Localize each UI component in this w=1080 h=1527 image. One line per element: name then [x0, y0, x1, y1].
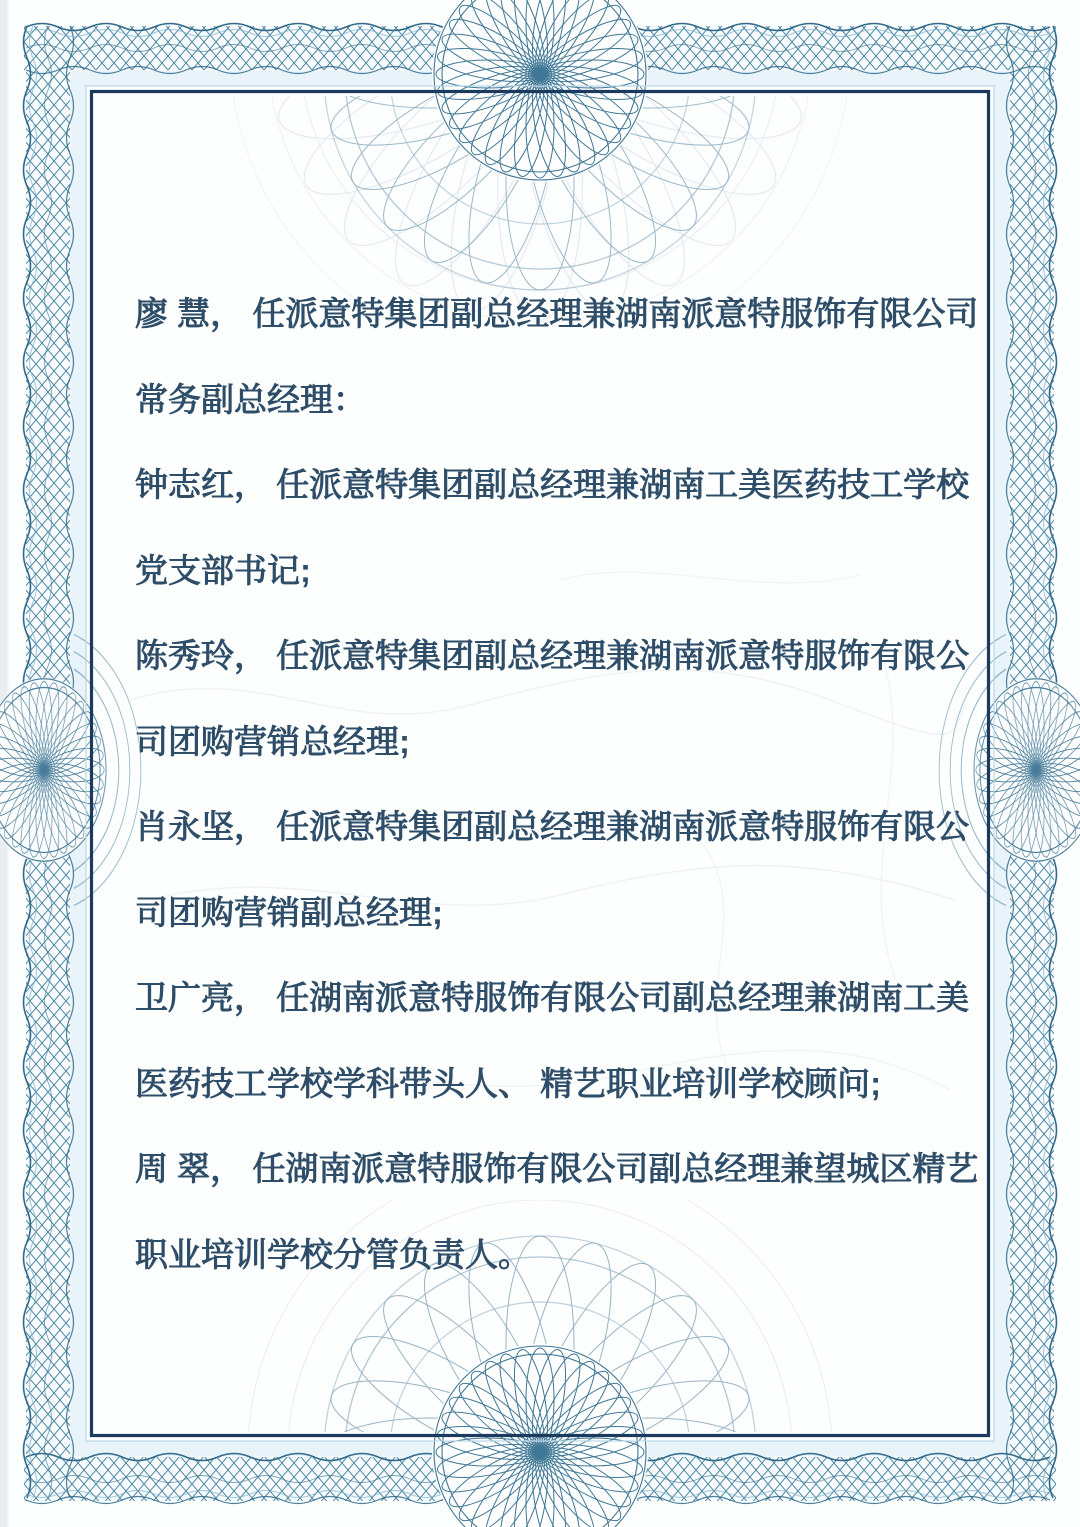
text-line-chenxiuling-2: 司团购营销总经理;	[135, 722, 410, 760]
appointment-text-block	[135, 269, 980, 1295]
text-line-weiguangliang-2: 医药技工学校学科带头人、 精艺职业培训学校顾问;	[135, 1064, 882, 1102]
text-line-liaohui-2: 常务副总经理：	[135, 380, 366, 418]
text-line-zhongzhihong-1: 钟志红， 任派意特集团副总经理兼湖南工美医药技工学校	[135, 466, 970, 504]
text-line-xiaoyongjian-1: 肖永坚， 任派意特集团副总经理兼湖南派意特服饰有限公	[135, 808, 970, 846]
left-rosette-core	[0, 645, 129, 894]
text-line-chenxiuling-1: 陈秀玲， 任派意特集团副总经理兼湖南派意特服饰有限公	[135, 637, 970, 675]
text-line-liaohui-1: 廖 慧， 任派意特集团副总经理兼湖南派意特服饰有限公司	[135, 295, 979, 333]
text-line-weiguangliang-1: 卫广亮， 任湖南派意特服饰有限公司副总经理兼湖南工美	[135, 979, 970, 1017]
text-line-zhoucui-2: 职业培训学校分管负责人。	[135, 1235, 531, 1273]
text-line-zhongzhihong-2: 党支部书记;	[135, 551, 311, 589]
text-line-xiaoyongjian-2: 司团购营销副总经理;	[135, 893, 443, 931]
text-line-zhoucui-1: 周 翠， 任湖南派意特服饰有限公司副总经理兼望城区精艺	[135, 1150, 979, 1188]
